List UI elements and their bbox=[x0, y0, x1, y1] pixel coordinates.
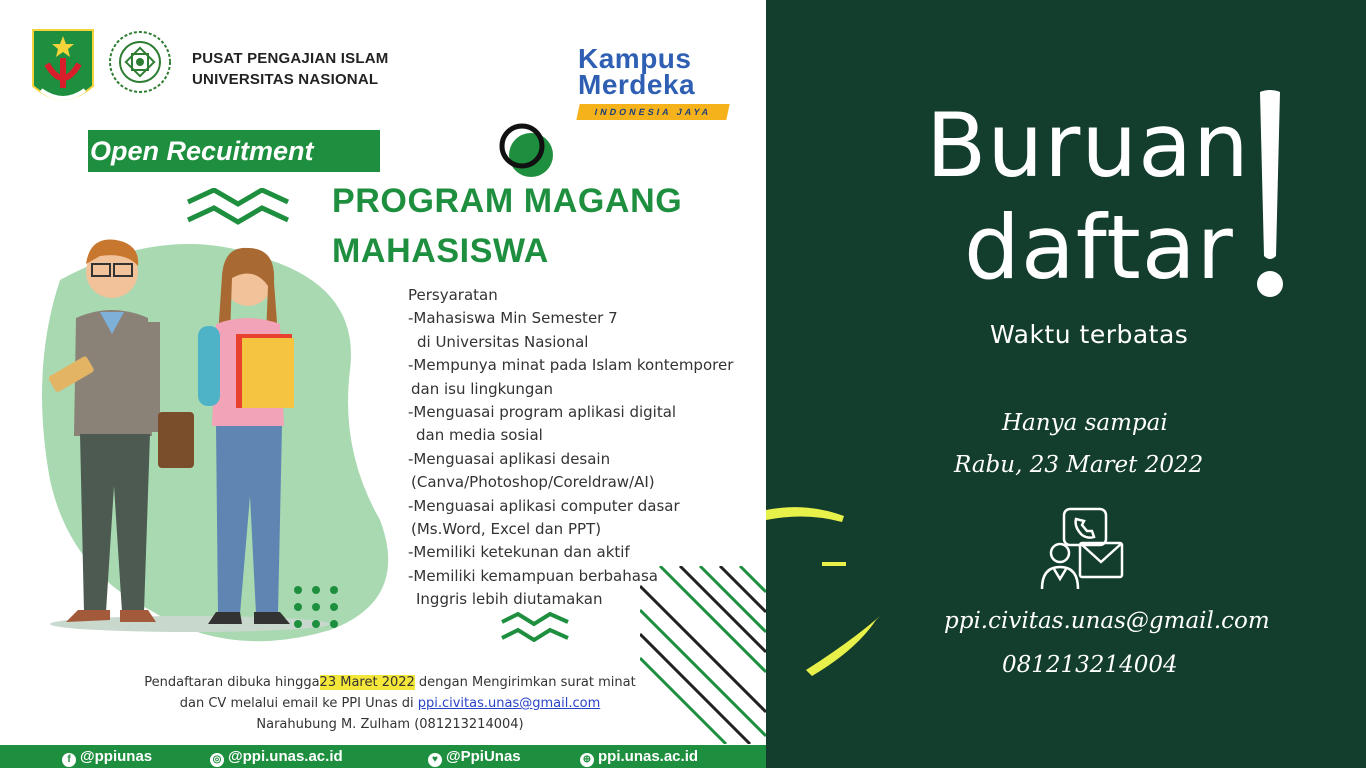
instagram-handle[interactable] bbox=[210, 745, 343, 768]
requirement-line: dan isu lingkungan bbox=[411, 379, 554, 398]
website-text: ppi.unas.ac.id bbox=[598, 748, 699, 765]
requirement-line: (Canva/Photoshop/Coreldraw/AI) bbox=[411, 473, 655, 492]
institution-name-line2: UNIVERSITAS NASIONAL bbox=[192, 71, 379, 88]
registration-line1 bbox=[100, 672, 680, 693]
twitter-icon: ♥ bbox=[428, 753, 442, 767]
requirement-line: -Menguasai aplikasi desain bbox=[408, 449, 611, 468]
requirement-line: (Ms.Word, Excel dan PPT) bbox=[411, 520, 602, 539]
requirement-line: -Menguasai program aplikasi digital bbox=[408, 403, 677, 422]
requirement-line: -Mempunya minat pada Islam kontemporer bbox=[408, 356, 734, 375]
contact-phone: 081213214004 bbox=[1002, 652, 1178, 678]
facebook-text: @ppiunas bbox=[80, 748, 153, 765]
kampus-merdeka-logo bbox=[578, 44, 728, 128]
globe-icon: ⊕ bbox=[580, 753, 594, 767]
requirements-heading: Persyaratan bbox=[408, 286, 498, 304]
program-title-line2: MAHASISWA bbox=[332, 232, 549, 270]
registration-info bbox=[100, 672, 680, 735]
contact-person: Narahubung M. Zulham (081213214004) bbox=[256, 717, 524, 732]
twitter-handle[interactable] bbox=[428, 745, 521, 768]
zigzag-decoration bbox=[500, 612, 570, 642]
institution-name-line1: PUSAT PENGAJIAN ISLAM bbox=[192, 50, 389, 67]
requirement-line: -Mahasiswa Min Semester 7 bbox=[408, 309, 618, 328]
deadline-highlight: 23 Maret 2022 bbox=[319, 675, 415, 690]
headline-line1: Buruan bbox=[926, 94, 1250, 197]
circle-decoration bbox=[498, 122, 558, 182]
kampus-text: Kampus bbox=[578, 43, 692, 74]
registration-text: dan CV melalui email ke PPI Unas di bbox=[179, 696, 418, 711]
instagram-text: @ppi.unas.ac.id bbox=[228, 748, 343, 765]
social-media-bar bbox=[0, 745, 766, 768]
requirement-line: -Menguasai aplikasi computer dasar bbox=[408, 496, 680, 515]
program-title-line1: PROGRAM MAGANG bbox=[332, 182, 683, 220]
twitter-text: @PpiUnas bbox=[446, 748, 521, 765]
email-link[interactable]: ppi.civitas.unas@gmail.com bbox=[417, 696, 601, 711]
requirements-list bbox=[408, 284, 766, 612]
requirement-line: -Memiliki kemampuan berbahasa bbox=[408, 566, 658, 585]
facebook-handle[interactable] bbox=[62, 745, 152, 768]
students-illustration bbox=[40, 226, 340, 636]
headline-line2: daftar bbox=[964, 196, 1234, 299]
requirement-line: dan media sosial bbox=[416, 426, 543, 445]
registration-text: Pendaftaran dibuka hingga bbox=[144, 675, 320, 690]
call-to-action-panel bbox=[766, 0, 1366, 768]
university-logo bbox=[31, 28, 95, 112]
registration-text: dengan Mengirimkan surat minat bbox=[414, 675, 636, 690]
registration-line2 bbox=[100, 693, 680, 714]
subtitle: Waktu terbatas bbox=[990, 320, 1189, 349]
facebook-icon: f bbox=[62, 753, 76, 767]
deadline-date: Rabu, 23 Maret 2022 bbox=[954, 452, 1204, 478]
indonesia-jaya-tagline: INDONESIA JAYA bbox=[576, 104, 729, 120]
brush-marks-decoration bbox=[766, 500, 906, 740]
contact-phone-mail-icon bbox=[1040, 507, 1126, 591]
requirement-line: -Memiliki ketekunan dan aktif bbox=[408, 543, 630, 562]
deadline-label: Hanya sampai bbox=[1002, 410, 1168, 436]
contact-email: ppi.civitas.unas@gmail.com bbox=[944, 608, 1270, 634]
requirement-line: Inggris lebih diutamakan bbox=[416, 590, 603, 609]
dot-grid-decoration bbox=[292, 584, 342, 630]
merdeka-text: Merdeka bbox=[578, 69, 696, 100]
ppi-logo bbox=[106, 28, 174, 96]
website-link[interactable] bbox=[580, 745, 698, 768]
requirement-line: di Universitas Nasional bbox=[417, 332, 589, 351]
exclamation-mark-icon bbox=[1252, 88, 1288, 302]
open-recruitment-badge: Open Recuitment bbox=[88, 130, 380, 172]
instagram-icon: ◎ bbox=[210, 753, 224, 767]
